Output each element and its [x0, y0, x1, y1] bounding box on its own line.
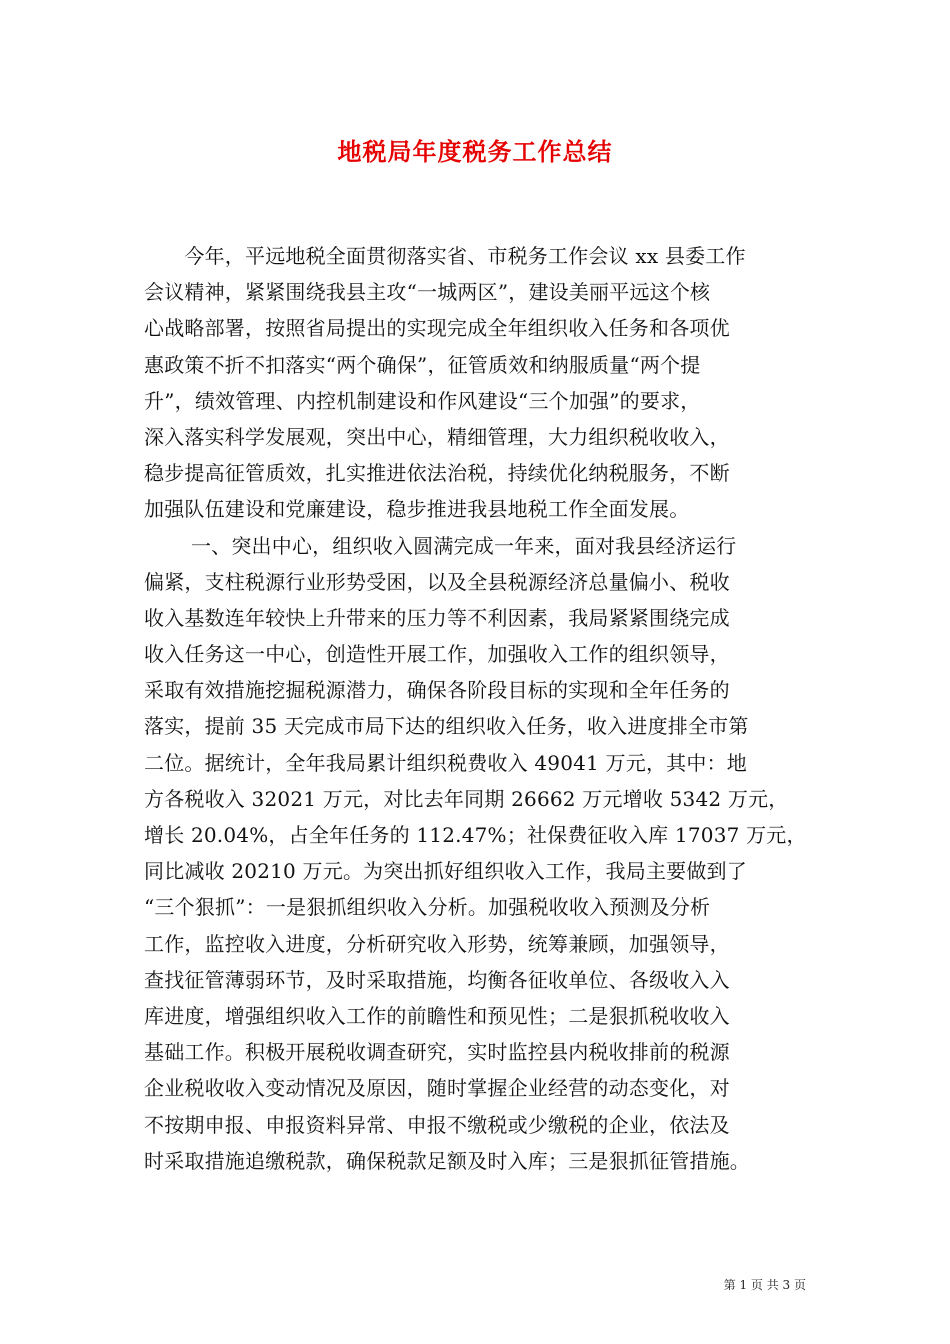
body-line: 收入基数连年较快上升带来的压力等不利因素，我局紧紧围绕完成 [144, 605, 730, 630]
body-line: 升”，绩效管理、内控机制建设和作风建设“三个加强”的要求， [144, 388, 701, 413]
body-line: 落实，提前 35 天完成市局下达的组织收入任务，收入进度排全市第 [144, 714, 749, 739]
body-line: 方各税收入 32021 万元，对比去年同期 26662 万元增收 5342 万元， [144, 786, 789, 811]
body-line: 库进度，增强组织收入工作的前瞻性和预见性；二是狠抓税收收入 [144, 1003, 730, 1028]
body-line: 今年，平远地税全面贯彻落实省、市税务工作会议 xx 县委工作 [144, 244, 746, 268]
body-line: 稳步提高征管质效，扎实推进依法治税，持续优化纳税服务，不断 [144, 461, 730, 486]
page-indicator: 第 1 页 共 3 页 [723, 1278, 806, 1292]
body-line: 工作，监控收入进度，分析研究收入形势，统筹兼顾，加强领导， [144, 931, 730, 956]
body-line: 加强队伍建设和党廉建设，稳步推进我县地税工作全面发展。 [144, 497, 690, 522]
body-line: 一、突出中心，组织收入圆满完成一年来，面对我县经济运行 [144, 533, 737, 558]
document-title: 地税局年度税务工作总结 [337, 137, 613, 166]
body-line: 二位。据统计，全年我局累计组织税费收入 49041 万元，其中：地 [144, 750, 747, 775]
body-line: 不按期申报、申报资料异常、申报不缴税或少缴税的企业，依法及 [144, 1112, 730, 1137]
body-line: 心战略部署，按照省局提出的实现完成全年组织收入任务和各项优 [144, 316, 730, 341]
body-line: 基础工作。积极开展税收调查研究，实时监控县内税收排前的税源 [144, 1040, 730, 1065]
body-line: “三个狠抓”：一是狠抓组织收入分析。加强税收收入预测及分析 [144, 895, 711, 920]
body-line: 偏紧，支柱税源行业形势受困，以及全县税源经济总量偏小、税收 [144, 569, 730, 594]
body-line: 采取有效措施挖掘税源潜力，确保各阶段目标的实现和全年任务的 [144, 678, 730, 703]
body-line: 同比减收 20210 万元。为突出抓好组织收入工作，我局主要做到了 [144, 859, 747, 884]
document-body [144, 238, 824, 1179]
body-line: 时采取措施追缴税款，确保税款足额及时入库；三是狠抓征管措施。 [144, 1148, 750, 1173]
body-line: 收入任务这一中心，创造性开展工作，加强收入工作的组织领导， [144, 642, 730, 667]
body-line: 惠政策不折不扣落实“两个确保”，征管质效和纳服质量“两个提 [144, 352, 701, 377]
body-line: 企业税收收入变动情况及原因，随时掌握企业经营的动态变化，对 [144, 1076, 730, 1101]
body-line: 深入落实科学发展观，突出中心，精细管理，大力组织税收收入， [144, 424, 730, 449]
body-line: 查找征管薄弱环节，及时采取措施，均衡各征收单位、各级收入入 [144, 967, 730, 992]
body-line: 增长 20.04%，占全年任务的 112.47%；社保费征收入库 17037 万元， [144, 823, 807, 847]
body-line: 会议精神，紧紧围绕我县主攻“一城两区”，建设美丽平远这个核 [144, 280, 711, 305]
